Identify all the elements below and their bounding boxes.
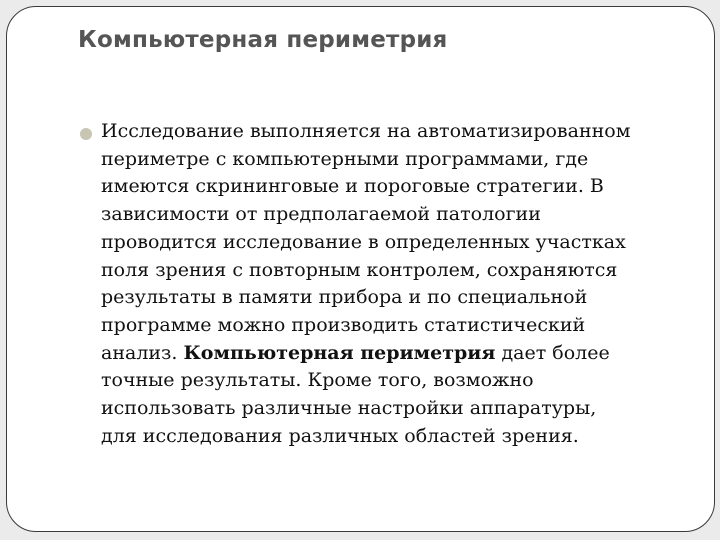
text-segment: дает более: [495, 341, 610, 364]
text-line: для исследования различных областей зрения.: [101, 424, 579, 447]
bullet-dot-icon: [80, 128, 92, 140]
text-line: поля зрения с повторным контролем, сохраняются: [101, 258, 618, 281]
corner-fold: [684, 7, 714, 37]
text-line: Исследование выполняется на автоматизированном: [101, 120, 631, 142]
text-line: точные результаты. Кроме того, возможно: [101, 369, 534, 392]
text-line: результаты в памяти прибора и по специальной: [101, 286, 588, 309]
text-segment: анализ.: [101, 341, 184, 364]
bullet-text: [101, 118, 686, 450]
text-line: периметре с компьютерными программами, где: [101, 147, 589, 170]
text-line-with-emphasis: [101, 340, 686, 368]
text-line: имеются скрининговые и пороговые стратегии. В: [101, 175, 604, 198]
text-line: использовать различные настройки аппаратуры,: [101, 397, 597, 420]
text-line: проводится исследование в определенных участках: [101, 230, 626, 253]
text-line: программе можно производить статистический: [101, 313, 586, 336]
text-line: зависимости от предполагаемой патологии: [101, 203, 541, 226]
slide-title: Компьютерная периметрия: [78, 27, 448, 53]
emphasis-term: Компьютерная периметрия: [183, 341, 496, 364]
